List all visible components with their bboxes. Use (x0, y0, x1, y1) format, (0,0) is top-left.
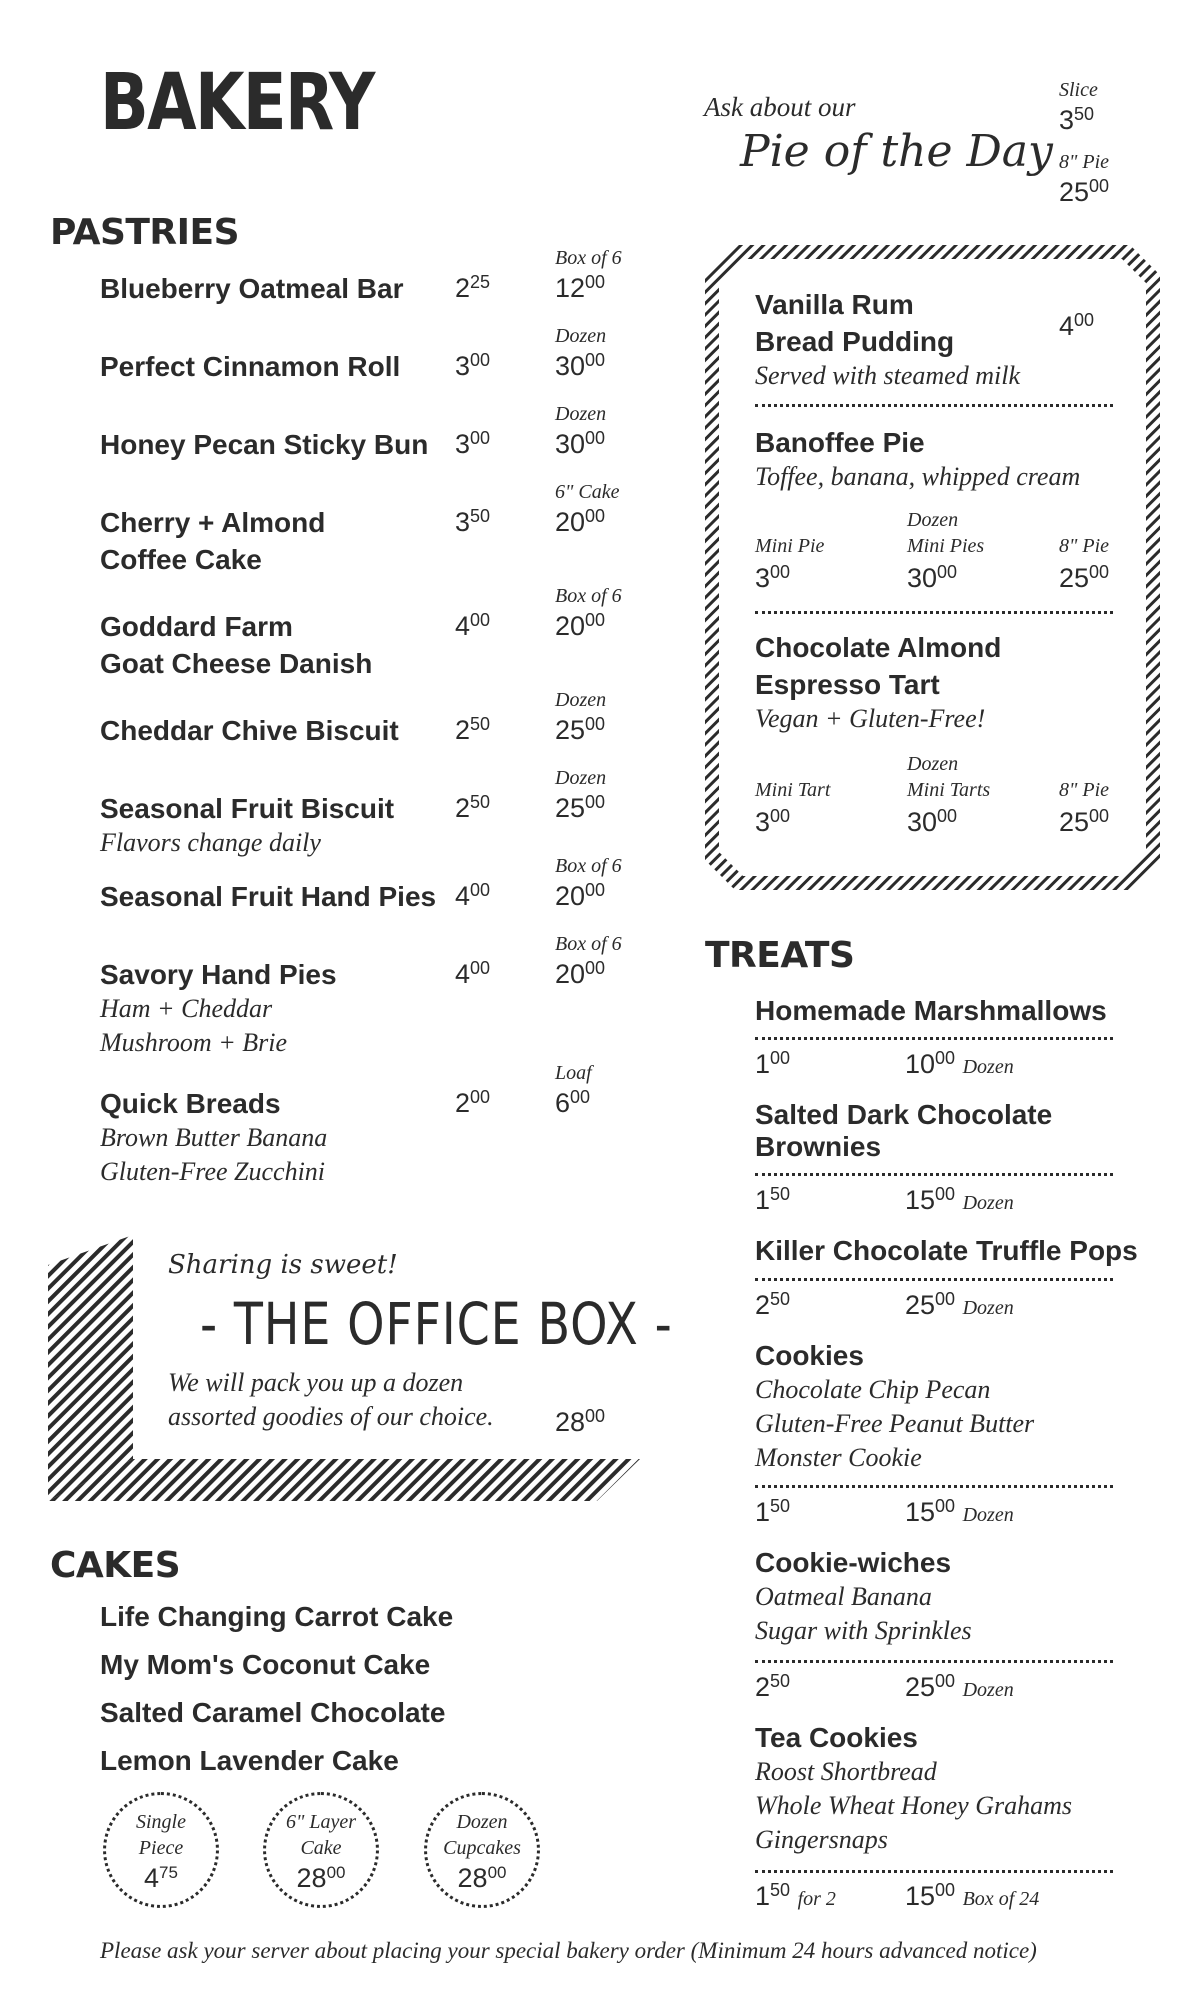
special-desc: Served with steamed milk (755, 361, 1020, 390)
special-name: Banoffee Pie (755, 427, 925, 458)
special-name-line2: Bread Pudding (755, 326, 955, 357)
option-price: $30^{00}$ (907, 806, 958, 837)
bulk-price: $20^{00}$ (555, 506, 606, 537)
treat-bulk-price: $15^{00}$ Dozen (905, 1184, 1014, 1215)
item-name: Perfect Cinnamon Roll (100, 351, 401, 382)
item-price: $2^{50}$ (455, 792, 491, 823)
bulk-label: Dozen (555, 325, 607, 347)
item-name-line2: Goat Cheese Danish (100, 648, 373, 679)
treat-desc: Monster Cookie (755, 1443, 922, 1472)
item-price: $4^{00}$ (455, 610, 491, 641)
option-label: Mini Tarts (907, 779, 991, 801)
cake-size-label: Dozen (456, 1811, 508, 1833)
pie-of-day-title: Pie of the Day (740, 126, 1053, 177)
item-price: $3^{00}$ (455, 428, 491, 459)
item-price: $3^{00}$ (455, 350, 491, 381)
item-name: Cheddar Chive Biscuit (100, 715, 399, 746)
pie-8in-price: $25^{00}$ (1059, 176, 1110, 207)
special-desc: Toffee, banana, whipped cream (755, 462, 1081, 491)
bulk-price: $20^{00}$ (555, 958, 606, 989)
pie-slice-price: $3^{50}$ (1059, 104, 1095, 135)
divider (755, 1660, 1113, 1663)
option-price: $25^{00}$ (1059, 562, 1110, 593)
bulk-price: $20^{00}$ (555, 880, 606, 911)
option-price: $3^{00}$ (755, 562, 791, 593)
option-label: 8" Pie (1059, 779, 1110, 801)
option-label: Mini Pies (907, 535, 985, 557)
treat-price: $2^{50}$ (755, 1289, 791, 1320)
treat-desc: Gluten-Free Peanut Butter (755, 1409, 1035, 1438)
item-price: $2^{25}$ (455, 272, 491, 303)
cake-size-price: $28^{00}$ (457, 1863, 507, 1893)
list-item: Lemon Lavender Cake (100, 1745, 399, 1776)
list-item: Life Changing Carrot Cake (100, 1601, 454, 1632)
item-name: Cherry + Almond (100, 507, 326, 538)
option-label: Mini Pie (755, 535, 825, 557)
item-price: $2^{00}$ (455, 1087, 491, 1118)
divider (755, 404, 1113, 407)
treat-bulk-price: $10^{00}$ Dozen (905, 1048, 1014, 1079)
treat-bulk-price: $25^{00}$ Dozen (905, 1671, 1014, 1702)
treat-price: $1^{50}$ (755, 1496, 791, 1527)
treat-price: $2^{50}$ (755, 1671, 791, 1702)
option-label: Mini Tart (755, 779, 831, 801)
divider (755, 1037, 1113, 1040)
cake-size-label: Single (136, 1811, 186, 1833)
cake-size-badge (103, 1792, 219, 1908)
bulk-price: $6^{00}$ (555, 1087, 591, 1118)
cake-size-price: $28^{00}$ (296, 1863, 346, 1893)
treat-desc: Chocolate Chip Pecan (755, 1375, 991, 1404)
item-name: Savory Hand Pies (100, 959, 337, 990)
divider (755, 1870, 1113, 1873)
cake-size-label: Piece (138, 1837, 184, 1859)
item-desc: Ham + Cheddar (100, 994, 273, 1023)
bulk-label: Box of 6 (555, 585, 622, 607)
option-price: $30^{00}$ (907, 562, 958, 593)
special-name: Vanilla Rum (755, 289, 914, 320)
cake-size-label: 6" Layer (285, 1811, 357, 1833)
item-price: $4^{00}$ (455, 958, 491, 989)
treat-name: Killer Chocolate Truffle Pops (755, 1235, 1138, 1266)
treat-name: Tea Cookies (755, 1722, 918, 1753)
office-box-desc: We will pack you up a dozen (168, 1368, 464, 1397)
item-name: Seasonal Fruit Biscuit (100, 793, 395, 824)
divider (755, 611, 1113, 614)
cakes-heading: CAKES (50, 1545, 181, 1586)
special-price: $4^{00}$ (1059, 310, 1095, 341)
list-item: Salted Caramel Chocolate (100, 1697, 446, 1728)
bulk-label: 6" Cake (555, 481, 620, 503)
item-desc: Flavors change daily (100, 828, 321, 857)
special-name: Chocolate Almond (755, 632, 1002, 663)
treat-desc: Sugar with Sprinkles (755, 1616, 972, 1645)
page-title: BAKERY (100, 58, 374, 148)
treat-desc: Oatmeal Banana (755, 1582, 932, 1611)
office-box-title: - THE OFFICE BOX - (200, 1290, 673, 1358)
bulk-label: Box of 6 (555, 855, 622, 877)
bulk-price: $12^{00}$ (555, 272, 606, 303)
option-price: $25^{00}$ (1059, 806, 1110, 837)
divider (755, 1485, 1113, 1488)
office-box-price: $28^{00}$ (555, 1406, 606, 1437)
divider (755, 1173, 1113, 1176)
bulk-price: $25^{00}$ (555, 714, 606, 745)
pie-ask-text: Ask about our (704, 92, 856, 122)
option-label: Dozen (907, 509, 959, 531)
item-name: Blueberry Oatmeal Bar (100, 273, 404, 304)
item-desc: Mushroom + Brie (100, 1028, 288, 1057)
option-label: Dozen (907, 753, 959, 775)
item-name: Seasonal Fruit Hand Pies (100, 881, 437, 912)
bulk-price: $30^{00}$ (555, 428, 606, 459)
treat-price: $1^{00}$ (755, 1048, 791, 1079)
item-price: $2^{50}$ (455, 714, 491, 745)
treats-heading: TREATS (705, 935, 855, 976)
treat-bulk-price: $15^{00}$ Box of 24 (905, 1880, 1040, 1911)
cake-size-price: $4^{75}$ (144, 1863, 178, 1893)
bulk-label: Dozen (555, 403, 607, 425)
item-name-line2: Coffee Cake (100, 544, 262, 575)
cake-size-label: Cake (300, 1837, 342, 1859)
office-box-desc: assorted goodies of our choice. (168, 1402, 494, 1431)
pie-slice-label: Slice (1059, 79, 1098, 101)
treat-bulk-price: $25^{00}$ Dozen (905, 1289, 1014, 1320)
list-item: My Mom's Coconut Cake (100, 1649, 431, 1680)
item-price: $3^{50}$ (455, 506, 491, 537)
item-name: Goddard Farm (100, 611, 293, 642)
bulk-label: Box of 6 (555, 933, 622, 955)
pie-8in-label: 8" Pie (1059, 151, 1110, 173)
bulk-label: Dozen (555, 767, 607, 789)
treat-name: Cookies (755, 1340, 864, 1371)
item-desc: Brown Butter Banana (100, 1123, 328, 1152)
item-name: Honey Pecan Sticky Bun (100, 429, 429, 460)
pastries-heading: PASTRIES (50, 212, 240, 253)
treat-bulk-price: $15^{00}$ Dozen (905, 1496, 1014, 1527)
option-label: 8" Pie (1059, 535, 1110, 557)
treat-name-line2: Brownies (755, 1131, 882, 1162)
special-name-line2: Espresso Tart (755, 669, 940, 700)
option-price: $3^{00}$ (755, 806, 791, 837)
divider (755, 1278, 1113, 1281)
item-name: Quick Breads (100, 1088, 281, 1119)
treat-desc: Roost Shortbread (755, 1757, 937, 1786)
treat-name: Salted Dark Chocolate (755, 1099, 1053, 1130)
item-price: $4^{00}$ (455, 880, 491, 911)
treat-price: $1^{50}$ (755, 1184, 791, 1215)
bulk-label: Dozen (555, 689, 607, 711)
footer-note: Please ask your server about placing your special bakery order (Minimum 24 hours advanced notice) (100, 1938, 1037, 1963)
treat-price: $1^{50}$ for 2 (755, 1880, 836, 1911)
bulk-label: Loaf (555, 1062, 592, 1084)
treat-desc: Gingersnaps (755, 1825, 888, 1854)
cake-size-badge (263, 1792, 379, 1908)
bulk-price: $20^{00}$ (555, 610, 606, 641)
bulk-label: Box of 6 (555, 247, 622, 269)
special-desc: Vegan + Gluten-Free! (755, 704, 986, 733)
treat-name: Homemade Marshmallows (755, 995, 1107, 1026)
treat-desc: Whole Wheat Honey Grahams (755, 1791, 1072, 1820)
item-desc: Gluten-Free Zucchini (100, 1157, 326, 1186)
cake-size-label: Cupcakes (443, 1837, 521, 1859)
bulk-price: $25^{00}$ (555, 792, 606, 823)
cake-size-badge (424, 1792, 540, 1908)
bulk-price: $30^{00}$ (555, 350, 606, 381)
treat-name: Cookie-wiches (755, 1547, 952, 1578)
office-box-tagline: Sharing is sweet! (168, 1250, 398, 1280)
